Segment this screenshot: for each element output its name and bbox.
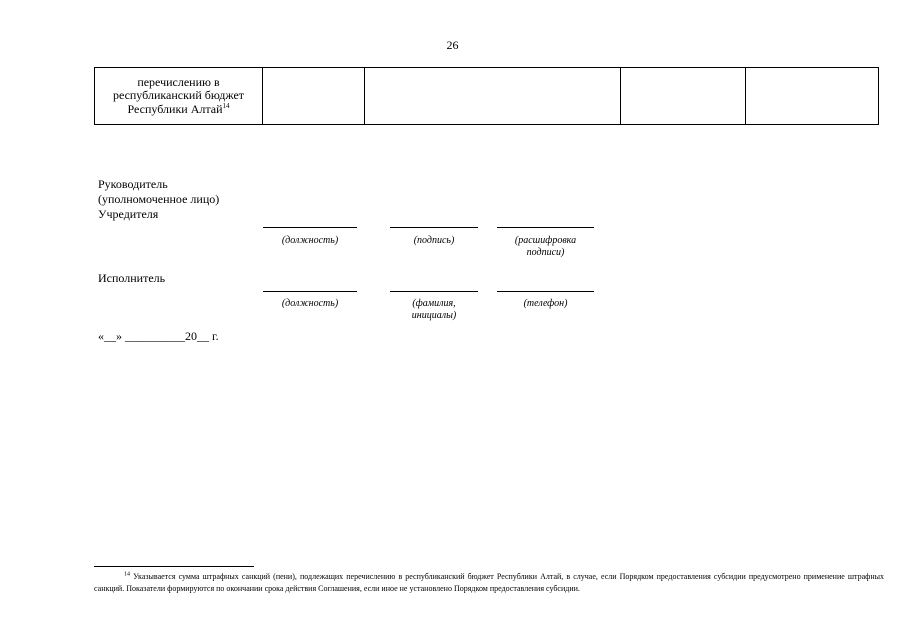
footnote-number: 14 [124, 571, 130, 578]
hint-name-initials: (фамилия, инициалы) [411, 298, 457, 321]
hint-signature: (подпись) [413, 235, 455, 246]
executor-phone-line[interactable] [497, 291, 594, 292]
table-cell-empty[interactable] [621, 68, 746, 125]
executor-position-line[interactable] [263, 291, 357, 292]
head-label-line3: Учредителя [98, 207, 159, 221]
executor-label: Исполнитель [98, 271, 166, 285]
table-cell-indicator [95, 68, 263, 125]
footnote-divider [94, 566, 254, 567]
results-table [94, 67, 879, 125]
hint-position: (должность) [281, 235, 339, 246]
indicator-text: перечислению в республиканский бюджет Республики Алтай [112, 74, 245, 116]
head-decoding-line[interactable] [497, 227, 594, 228]
table-cell-empty[interactable] [263, 68, 365, 125]
table-cell-empty[interactable] [365, 68, 621, 125]
head-label-line1: Руководитель [98, 177, 168, 191]
hint-decoding: (расшифровка подписи) [514, 235, 577, 258]
head-position-line[interactable] [263, 227, 357, 228]
head-signature-line[interactable] [390, 227, 478, 228]
page-number: 26 [446, 38, 459, 52]
head-label-line2: (уполномоченное лицо) [98, 192, 220, 206]
executor-name-line[interactable] [390, 291, 478, 292]
footnote [94, 571, 884, 595]
date-field[interactable]: «__» __________20__ г. [98, 329, 219, 343]
hint-executor-position: (должность) [281, 298, 339, 309]
footnote-text: Указывается сумма штрафных санкций (пени), подлежащих перечислению в республиканский бюджет Республики Алтай, в случае, если Порядком предоставления субсидии предусмотрено применение штрафных санкций. Показатели формируются по окончании срока действия Соглашения, если иное не установлено Порядком предоставления субсидии. [94, 572, 885, 593]
table-row [95, 68, 879, 125]
hint-phone: (телефон) [523, 298, 568, 309]
table-cell-empty[interactable] [746, 68, 879, 125]
footnote-ref: 14 [222, 101, 230, 110]
